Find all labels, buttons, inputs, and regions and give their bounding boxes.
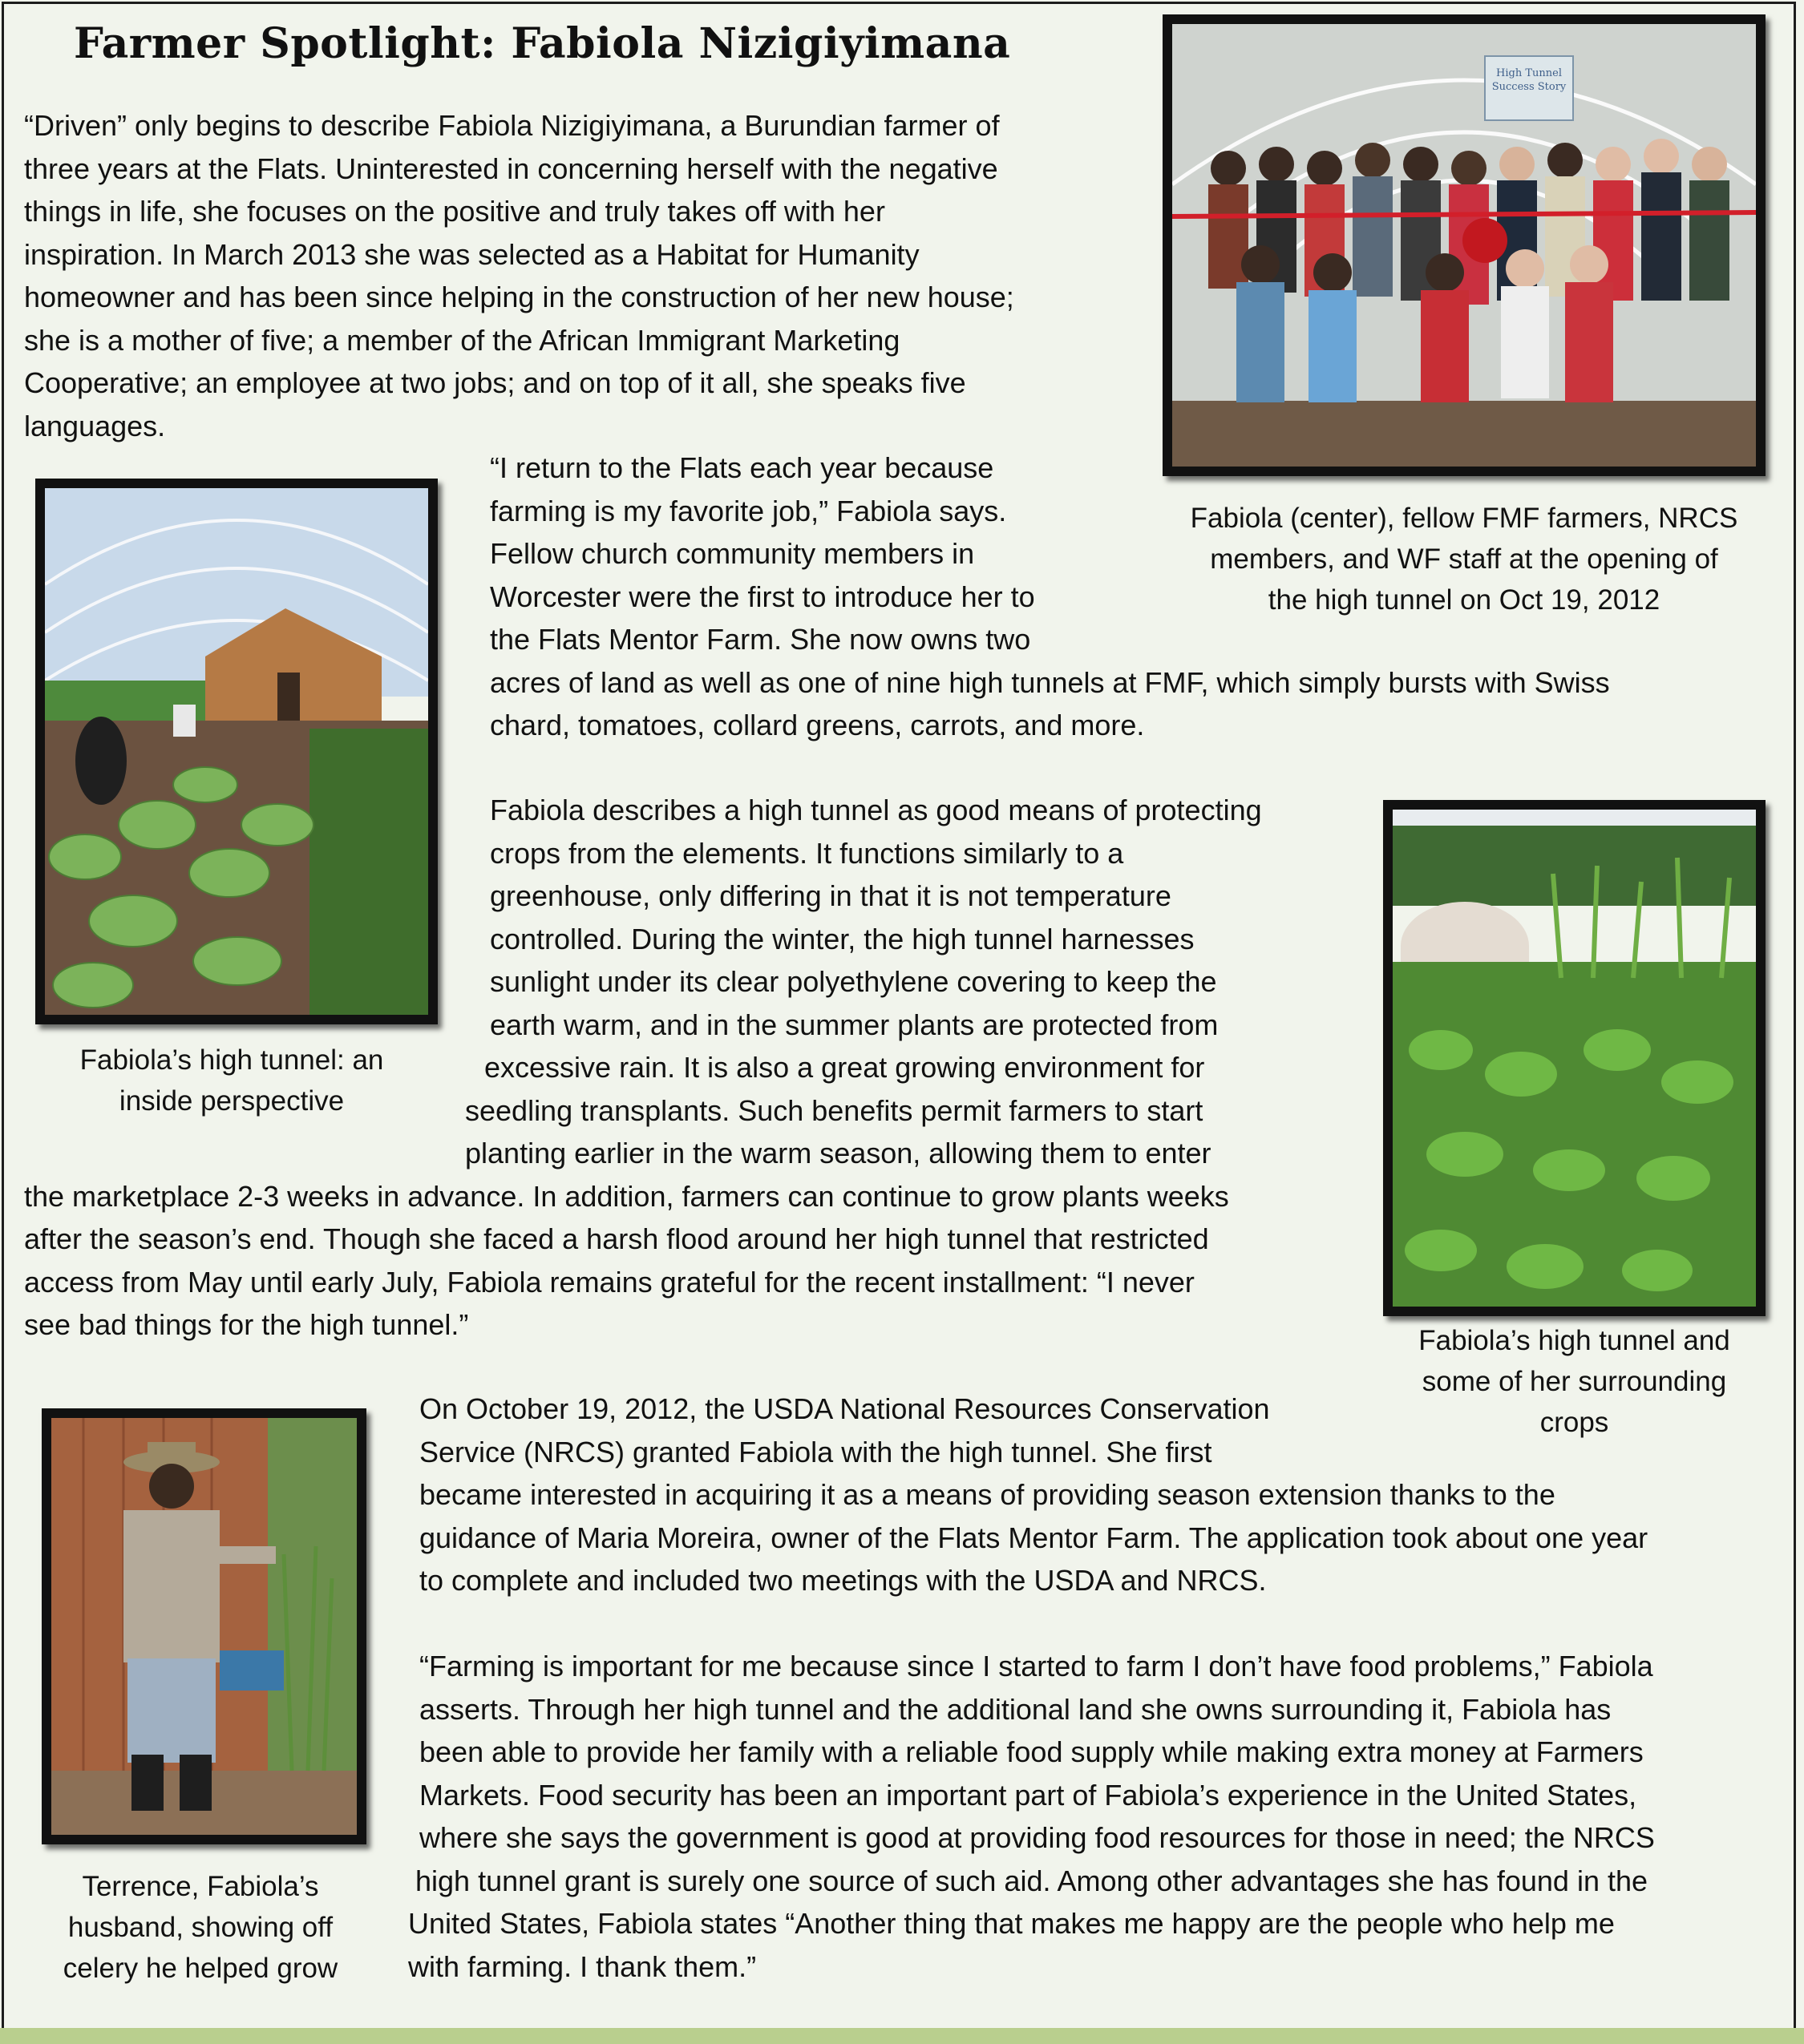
text-line: earth warm, and in the summer plants are protected from: [490, 1008, 1219, 1041]
caption-line: Fabiola’s high tunnel and: [1418, 1325, 1730, 1356]
text-line: United States, Fabiola states “Another thing that makes me happy are the people who help me: [408, 1907, 1615, 1940]
text-line: inspiration. In March 2013 she was selected as a Habitat for Humanity: [24, 237, 920, 271]
bottom-accent-bar: [0, 2028, 1804, 2044]
text-line: guidance of Maria Moreira, owner of the Flats Mentor Farm. The application took about one year: [419, 1521, 1648, 1554]
caption-line: some of her surrounding: [1422, 1366, 1727, 1397]
text-line: excessive rain. It is also a great growing environment for: [484, 1051, 1205, 1084]
text-line: access from May until early July, Fabiola remains grateful for the recent installment: “I never: [24, 1265, 1195, 1299]
text-line: “Farming is important for me because since I started to farm I don’t have food problems,” Fabiola: [419, 1650, 1653, 1682]
sign-text-line: Success Story: [1491, 81, 1567, 93]
text-line: high tunnel grant is surely one source of such aid. Among other advantages she has found in the: [415, 1864, 1648, 1897]
text-line: asserts. Through her high tunnel and the additional land she owns surrounding it, Fabiola has: [419, 1692, 1612, 1726]
group-opening-photo: [1163, 14, 1766, 476]
text-line: greenhouse, only differing in that it is not temperature: [490, 879, 1171, 912]
text-line: Cooperative; an employee at two jobs; and on top of it all, she speaks five: [24, 366, 966, 399]
text-line: planting earlier in the warm season, allowing them to enter: [465, 1137, 1211, 1169]
text-line: she is a mother of five; a member of the African Immigrant Marketing: [24, 323, 900, 357]
caption-line: Fabiola’s high tunnel: an: [79, 1044, 384, 1076]
text-line: crops from the elements. It functions similarly to a: [490, 836, 1124, 870]
caption-line: the high tunnel on Oct 19, 2012: [1268, 584, 1660, 616]
text-line: acres of land as well as one of nine high tunnels at FMF, which simply bursts with Swiss: [490, 665, 1610, 699]
text-line: after the season’s end. Though she faced a harsh flood around her high tunnel that restricted: [24, 1222, 1209, 1255]
text-line: homeowner and has been since helping in the construction of her new house;: [24, 281, 1014, 313]
text-line: been able to provide her family with a reliable food supply while making extra money at Farmers: [419, 1735, 1644, 1768]
text-line: Fabiola describes a high tunnel as good means of protecting: [490, 794, 1262, 826]
text-line: Markets. Food security has been an important part of Fabiola’s experience in the United States,: [419, 1778, 1637, 1812]
high-tunnel-inside-photo: [35, 479, 438, 1024]
caption-line: members, and WF staff at the opening of: [1210, 543, 1718, 575]
caption-line: Terrence, Fabiola’s: [82, 1871, 319, 1902]
text-line: the Flats Mentor Farm. She now owns two: [490, 623, 1031, 656]
caption-line: Fabiola (center), fellow FMF farmers, NRCS: [1190, 503, 1738, 534]
text-line: controlled. During the winter, the high tunnel harnesses: [490, 922, 1195, 955]
husband-celery-photo: [42, 1408, 366, 1844]
surrounding-crops-photo: [1383, 800, 1766, 1316]
text-line: chard, tomatoes, collard greens, carrots, and more.: [490, 709, 1145, 741]
text-line: Service (NRCS) granted Fabiola with the high tunnel. She first: [419, 1435, 1212, 1468]
crops-photo-caption: [1375, 1320, 1774, 1443]
caption-line: crops: [1539, 1407, 1609, 1438]
text-line: things in life, she focuses on the positive and truly takes off with her: [24, 195, 885, 228]
opening-photo-caption: [1163, 498, 1766, 620]
caption-line: husband, showing off: [67, 1912, 334, 1943]
text-line: the marketplace 2-3 weeks in advance. In addition, farmers can continue to grow plants weeks: [24, 1179, 1229, 1213]
text-line: “I return to the Flats each year because: [490, 451, 994, 484]
text-line: see bad things for the high tunnel.”: [24, 1308, 469, 1341]
caption-line: celery he helped grow: [63, 1953, 338, 1984]
text-line: seedling transplants. Such benefits permit farmers to start: [465, 1093, 1203, 1127]
text-line: farming is my favorite job,” Fabiola says.: [490, 494, 1007, 527]
inside-photo-caption: [35, 1040, 428, 1121]
text-line: where she says the government is good at providing food resources for those in need; the NRCS: [419, 1821, 1655, 1854]
husband-photo-caption: [32, 1866, 369, 1989]
text-line: On October 19, 2012, the USDA National Resources Conservation: [419, 1392, 1270, 1425]
text-line: to complete and included two meetings with the USDA and NRCS.: [419, 1564, 1267, 1597]
sign-text-line: High Tunnel: [1496, 67, 1562, 79]
text-line: “Driven” only begins to describe Fabiola Nizigiyimana, a Burundian farmer of: [24, 109, 1000, 142]
intro-paragraph: [24, 104, 1014, 447]
caption-line: inside perspective: [119, 1085, 345, 1117]
text-line: Worcester were the first to introduce her to: [490, 580, 1035, 613]
text-line: three years at the Flats. Uninterested in concerning herself with the negative: [24, 151, 998, 185]
text-line: became interested in acquiring it as a means of providing season extension thanks to the: [419, 1478, 1555, 1511]
text-line: sunlight under its clear polyethylene covering to keep the: [490, 965, 1217, 998]
text-line: languages.: [24, 409, 166, 442]
text-line: with farming. I thank them.”: [408, 1949, 757, 1983]
text-line: Fellow church community members in: [490, 537, 975, 570]
page-title: Farmer Spotlight: Fabiola Nizigiyimana: [74, 19, 1011, 68]
